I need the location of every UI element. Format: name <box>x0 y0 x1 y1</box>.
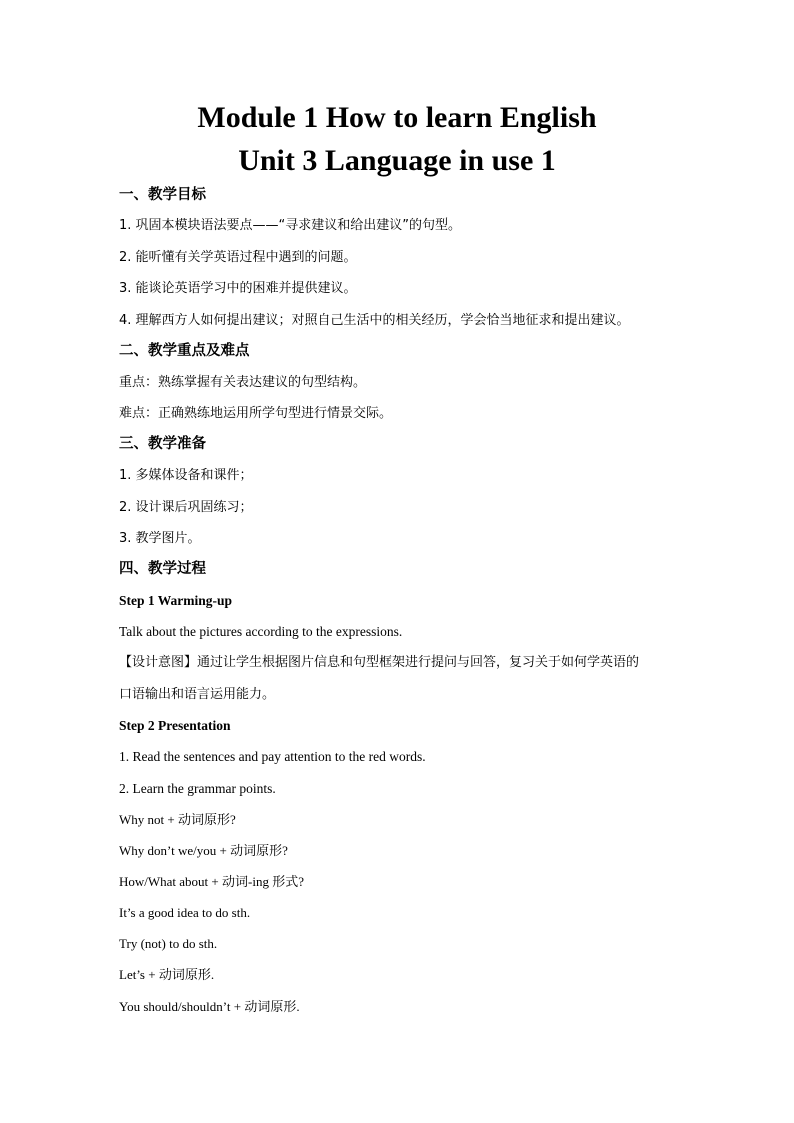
unit-title: Unit 3 Language in use 1 <box>238 144 556 177</box>
difficult-point: 难点：正确熟练地运用所学句型进行情景交际。 <box>119 406 393 421</box>
preparation-item: 2. 设计课后巩固练习； <box>119 500 253 515</box>
preparation-item: 3. 教学图片。 <box>119 531 201 546</box>
objective-item: 2. 能听懂有关学英语过程中遇到的问题。 <box>119 250 357 265</box>
grammar-pattern: Let’s + 动词原形. <box>119 967 215 982</box>
design-intent-line-1: 【设计意图】通过让学生根据图片信息和句型框架进行提问与回答，复习关于如何学英语的 <box>119 655 640 670</box>
module-title: Module 1 How to learn English <box>197 101 597 134</box>
objective-item: 1. 巩固本模块语法要点——“寻求建议和给出建议”的句型。 <box>119 218 462 233</box>
section-heading-objectives: 一、教学目标 <box>119 187 206 203</box>
grammar-pattern: Why don’t we/you + 动词原形? <box>119 843 288 858</box>
step-1-title: Step 1 Warming-up <box>119 593 233 608</box>
objective-item: 4. 理解西方人如何提出建议；对照自己生活中的相关经历，学会恰当地征求和提出建议。 <box>119 313 630 328</box>
design-intent-line-2: 口语输出和语言运用能力。 <box>119 687 276 702</box>
grammar-pattern: Try (not) to do sth. <box>119 936 218 951</box>
step-2-item: 1. Read the sentences and pay attention to the red words. <box>119 749 426 764</box>
step-2-title: Step 2 Presentation <box>119 718 231 733</box>
step-1-text: Talk about the pictures according to the expressions. <box>119 624 403 639</box>
grammar-pattern: It’s a good idea to do sth. <box>119 905 251 920</box>
step-2-item: 2. Learn the grammar points. <box>119 781 276 796</box>
grammar-pattern: How/What about + 动词-ing 形式? <box>119 874 304 889</box>
grammar-pattern: You should/shouldn’t + 动词原形. <box>119 999 300 1014</box>
section-heading-key-points: 二、教学重点及难点 <box>119 343 250 359</box>
section-heading-preparation: 三、教学准备 <box>119 436 206 452</box>
grammar-pattern: Why not + 动词原形? <box>119 812 236 827</box>
key-point: 重点：熟练掌握有关表达建议的句型结构。 <box>119 375 367 390</box>
objective-item: 3. 能谈论英语学习中的困难并提供建议。 <box>119 281 357 296</box>
section-heading-process: 四、教学过程 <box>119 561 206 577</box>
preparation-item: 1. 多媒体设备和课件； <box>119 468 253 483</box>
